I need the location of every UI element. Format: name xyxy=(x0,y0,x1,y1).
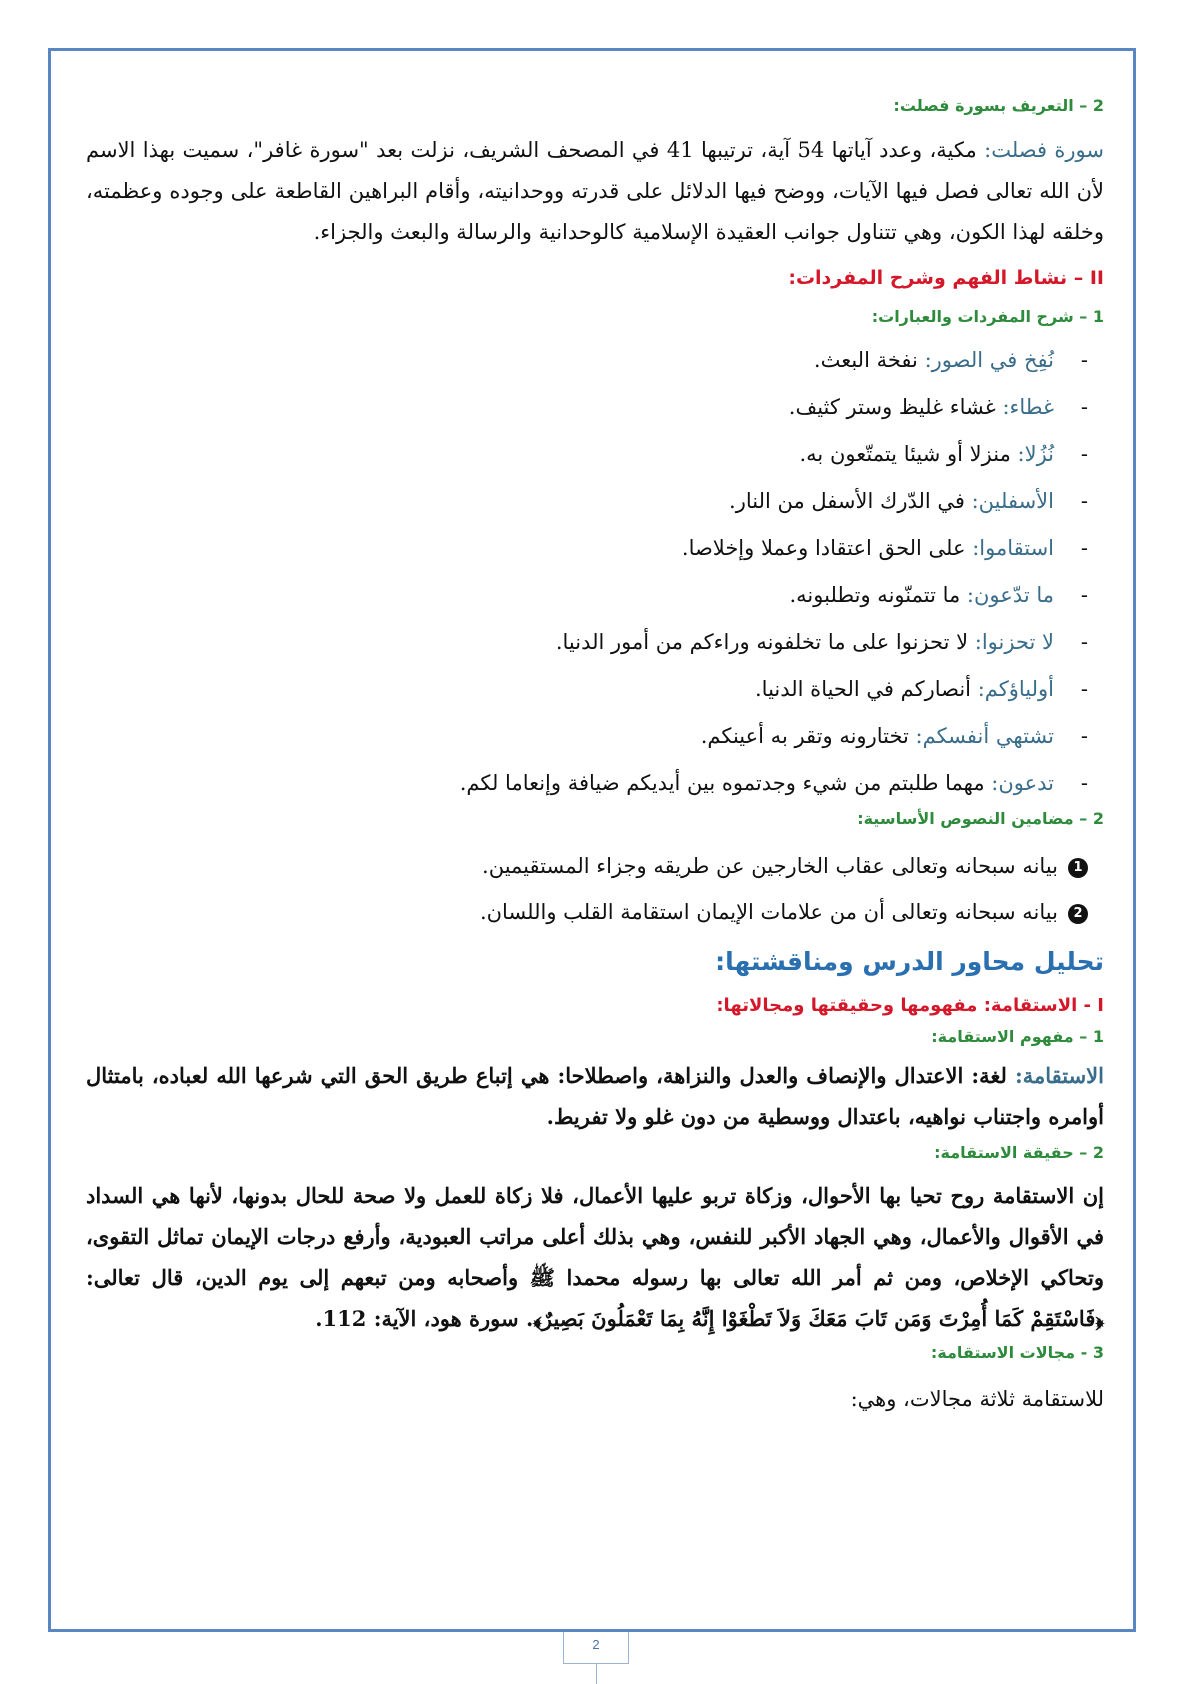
page-number-line xyxy=(596,1664,597,1684)
vocab-heading: 1 – شرح المفردات والعبارات: xyxy=(871,307,1104,326)
analysis-subheading-row xyxy=(86,985,1104,1023)
number-badge: 2 xyxy=(1068,904,1088,924)
fields-heading: 3 - مجالات الاستقامة: xyxy=(930,1343,1104,1362)
concept-heading: 1 – مفهوم الاستقامة: xyxy=(931,1027,1104,1046)
vocab-item: -نُفِخ في الصور: نفخة البعث. xyxy=(813,348,1088,372)
vocab-item: -غطاء: غشاء غليظ وستر كثيف. xyxy=(788,395,1088,419)
themes-heading-row xyxy=(86,807,1104,843)
page-number: 2 xyxy=(563,1632,629,1664)
fields-paragraph: للاستقامة ثلاثة مجالات، وهي: xyxy=(850,1387,1104,1411)
analysis-subheading: I - الاستقامة: مفهومها وحقيقتها ومجالاتها: xyxy=(716,995,1104,1016)
vocab-item: -ما تدّعون: ما تتمنّونه وتطلبونه. xyxy=(789,583,1088,607)
surah-intro-heading: 2 – التعريف بسورة فصلت: xyxy=(893,96,1104,115)
surah-intro-term: سورة فصلت: xyxy=(984,138,1105,162)
themes-list xyxy=(86,843,1104,935)
vocab-item: -الأسفلين: في الدّرك الأسفل من النار. xyxy=(729,489,1088,513)
vocab-item: -استقاموا: على الحق اعتقادا وعملا وإخلاصا. xyxy=(681,536,1088,560)
fields-heading-row xyxy=(86,1343,1104,1379)
theme-item: 2بيانه سبحانه وتعالى أن من علامات الإيمان استقامة القلب واللسان. xyxy=(86,889,1088,935)
surah-intro-paragraph xyxy=(86,130,1104,253)
theme-item: 1بيانه سبحانه وتعالى عقاب الخارجين عن طريقه وجزاء المستقيمين. xyxy=(86,843,1088,889)
concept-paragraph xyxy=(86,1055,1104,1137)
surah-intro-text: مكية، وعدد آياتها 54 آية، ترتيبها 41 في المصحف الشريف، نزلت بعد "سورة غافر"، سميت بهذا الاسم لأن الله تعالى فصل فيها الآيات، ووضح فيها الدلائل على قدرته ووحدانيته، وأقام البراهين القاطعة على وجوده وعظمته، وخلقه لهذا الكون، وهي تتناول جوانب العقيدة الإسلامية كالوحدانية والرسالة والبعث والجزاء. xyxy=(86,138,1104,244)
reality-heading-row xyxy=(86,1143,1104,1175)
surah-intro-heading-row xyxy=(86,96,1104,130)
section2-heading: II – نشاط الفهم وشرح المفردات: xyxy=(788,267,1104,289)
vocab-item: -تشتهي أنفسكم: تختارونه وتقر به أعينكم. xyxy=(700,724,1088,748)
reality-paragraph: إن الاستقامة روح تحيا بها الأحوال، وزكاة تربو عليها الأعمال، فلا زكاة للعمل ولا صحة للحال بدونها، لأنها هي السداد في الأقوال والأعمال، وهي الجهاد الأكبر للنفس، وهي بذلك أعلى مراتب العبودية، وأرفع درجات الإيمان تماثل التقوى، وتحاكي الإخلاص، ومن ثم أمر الله تعالى بها رسوله محمدا ﷺ وأصحابه ومن تبعهم إلى يوم الدين، قال تعالى: ﴿فَاسْتَقِمْ كَمَا أُمِرْتَ وَمَن تَابَ مَعَكَ وَلاَ تَطْغَوْا إِنَّهُ بِمَا تَعْمَلُونَ بَصِيرٌ﴾. سورة هود، الآية: 112. xyxy=(86,1183,1104,1331)
concept-heading-row xyxy=(86,1023,1104,1055)
themes-heading: 2 – مضامين النصوص الأساسية: xyxy=(857,809,1104,828)
concept-text: لغة: الاعتدال والإنصاف والعدل والنزاهة، واصطلاحا: هي إتباع طريق الحق التي شرعها الله لعباده، بامتثال أوامره واجتناب نواهيه، باعتدال ووسطية من دون غلو ولا تفريط. xyxy=(86,1063,1104,1129)
vocab-item: -أولياؤكم: أنصاركم في الحياة الدنيا. xyxy=(755,677,1088,701)
vocab-list xyxy=(86,337,1104,807)
vocab-heading-row xyxy=(86,307,1104,337)
vocab-item: -لا تحزنوا: لا تحزنوا على ما تخلفونه وراءكم من أمور الدنيا. xyxy=(555,630,1088,654)
number-badge: 1 xyxy=(1068,858,1088,878)
vocab-item: -تدعون: مهما طلبتم من شيء وجدتموه بين أيديكم ضيافة وإنعاما لكم. xyxy=(459,771,1088,795)
analysis-heading-row xyxy=(86,935,1104,985)
section2-heading-row xyxy=(86,267,1104,307)
page-content xyxy=(86,96,1104,1420)
analysis-heading: تحليل محاور الدرس ومناقشتها: xyxy=(715,947,1104,976)
reality-heading: 2 – حقيقة الاستقامة: xyxy=(934,1143,1104,1162)
concept-term: الاستقامة: xyxy=(1014,1063,1104,1088)
vocab-item: -نُزُلا: منزلا أو شيئا يتمتّعون به. xyxy=(799,442,1088,466)
